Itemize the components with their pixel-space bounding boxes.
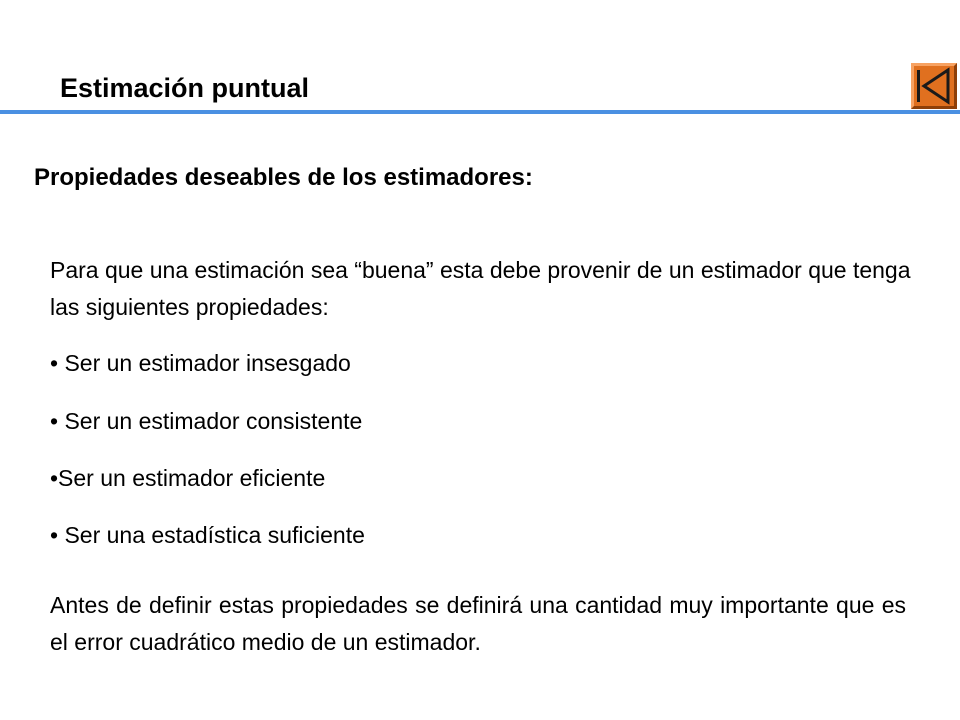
section-heading: Propiedades deseables de los estimadores: xyxy=(34,164,533,191)
bullet-item: • Ser una estadística suficiente xyxy=(50,522,365,548)
first-slide-icon xyxy=(914,66,954,106)
bullet-item: • Ser un estimador insesgado xyxy=(50,350,351,376)
intro-paragraph: Para que una estimación sea “buena” esta debe provenir de un estimador que tenga las siguientes propiedades: xyxy=(50,257,911,320)
bullet-item: • Ser un estimador consistente xyxy=(50,408,363,434)
slide-title: Estimación puntual xyxy=(60,73,310,103)
title-divider xyxy=(0,110,960,114)
back-to-start-button[interactable] xyxy=(911,63,957,109)
closing-paragraph: Antes de definir estas propiedades se definirá una cantidad muy importante que es el error cuadrático medio de un estimador. xyxy=(50,592,906,655)
bullet-item: •Ser un estimador eficiente xyxy=(50,465,326,491)
